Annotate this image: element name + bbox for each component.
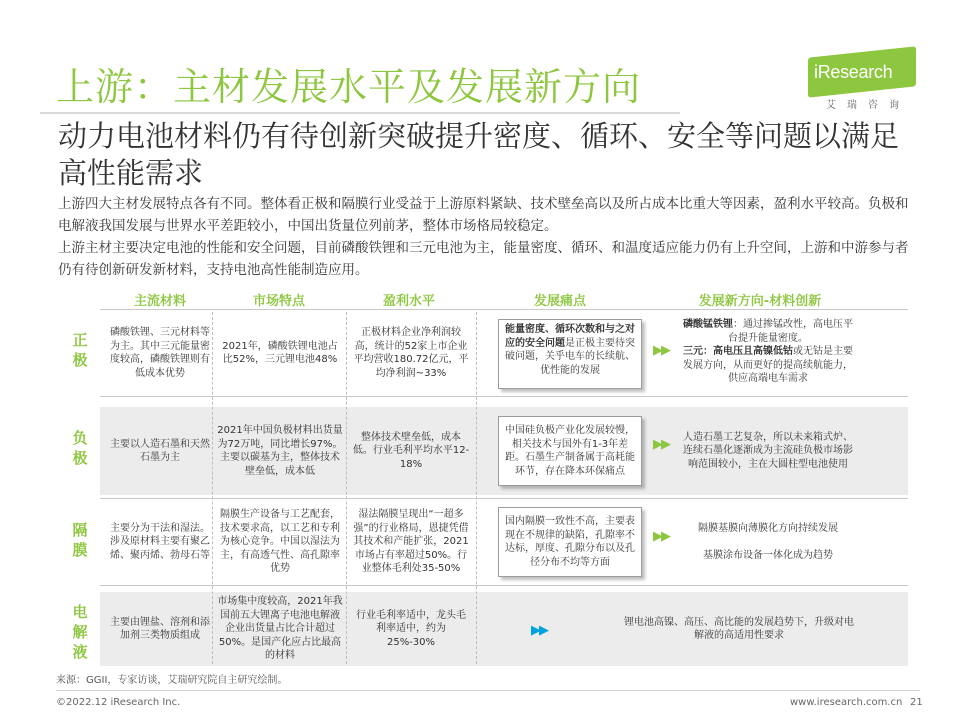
electrolyte-profit: 行业毛利率适中，龙头毛利率适中，约为25%-30%: [356, 609, 466, 648]
title-divider: [40, 112, 680, 114]
footer-copyright: ©2022.12 iResearch Inc.: [56, 697, 181, 708]
cathode-pain-text: 是正极主要待突破问题，关乎电车的长续航、优性能的发展: [505, 337, 635, 376]
page-subtitle: 动力电池材料仍有待创新突破提升密度、循环、安全等问题以满足高性能需求: [58, 119, 900, 190]
column-header-material: 主流材料: [133, 294, 186, 309]
intro-paragraph-2: 上游主材主要决定电池的性能和安全问题，目前磷酸铁锂和三元电池为主，能量密度、循环、和温度适应能力仍有上升空间，上游和中游参与者仍有待创新研发新材料，支持电池高性能制造应用。: [58, 240, 909, 278]
electrolyte-material: 主要由锂盐、溶剂和添加剂三类物质组成: [110, 616, 210, 641]
separator-direction-1: 隔膜基膜向薄膜化方向持续发展: [698, 522, 838, 534]
anode-direction: 人造石墨工艺复杂，所以未来箱式炉、连续石墨化逐渐成为主流硅负极市场影响范围较小，主在大圆柱型电池使用: [683, 431, 853, 470]
cathode-direction-2-text: 或无钴是主要发展方向，从而更好的提高续航能力，供应高端电车需求: [683, 346, 853, 384]
iresearch-logo: [808, 52, 918, 112]
cathode-market: 2021年，磷酸铁锂电池占比52%，三元锂电池48%: [222, 340, 338, 365]
row-label-anode: 负极: [72, 429, 88, 467]
anode-market: 2021年中国负极材料出货量为72万吨，同比增长97%。主要以碳基为主，整体技术壁垒低，成本低: [217, 425, 343, 477]
separator-pain-card: 国内隔膜一致性不高，主要表现在不规律的缺陷，孔隙率不达标，厚度、孔隙分布以及孔径分布不均等方面: [498, 507, 642, 577]
footer-divider: [56, 690, 920, 691]
separator-material: 主要分为干法和湿法。涉及原材料主要有聚乙烯、聚丙烯、勃母石等: [110, 522, 210, 561]
anode-pain-card: 中国硅负极产业化发展较慢，相关技术与国外有1-3年差距。石墨生产制备属于高耗能环节，存在降本环保痛点: [498, 416, 642, 486]
cathode-direction-1-text: ：通过掺锰改性，高电压平台提升能量密度。: [728, 319, 853, 344]
cathode-pain-bold: 能量密度、循环次数和与之对应的安全问题: [505, 324, 635, 349]
anode-material: 主要以人造石墨和天然石墨为主: [110, 438, 210, 463]
row-label-separator: 隔膜: [72, 521, 88, 559]
separator-profit: 湿法隔膜呈现出“一超多强”的行业格局，恩捷凭借其技术和产能扩张，2021市场占有率超过50%。行业整体毛利处35-50%: [353, 509, 469, 575]
logo-brand: iResearch: [814, 62, 893, 82]
footer-url[interactable]: www.iresearch.com.cn: [790, 697, 903, 708]
arrow-icon: ▶▶: [653, 342, 669, 358]
cathode-pain-card: [498, 319, 642, 389]
anode-profit: 整体技术壁垒低，成本低。行业毛利平均水平12-18%: [352, 431, 470, 470]
cathode-direction-1-bold: 磷酸锰铁锂: [683, 319, 733, 330]
column-divider: [346, 312, 347, 664]
separator-direction: [680, 504, 856, 580]
arrow-icon: ▶▶: [653, 528, 669, 544]
page-number: 21: [910, 697, 923, 708]
column-divider: [476, 312, 477, 664]
cathode-material: 磷酸铁锂、三元材料等为主。其中三元能量密度较高，磷酸铁锂则有低成本优势: [110, 327, 210, 379]
electrolyte-market: 市场集中度较高，2021年我国前五大锂离子电池电解液企业出货量占比合计超过50%。是国产化应占比最高的材料: [217, 596, 343, 662]
logo-chinese: 艾瑞咨询: [826, 100, 910, 111]
cathode-direction-2-bold: 三元：高电压且高镍低钴: [683, 346, 793, 357]
column-header-pain: 发展痛点: [533, 294, 586, 309]
page-title: 上游：主材发展水平及发展新方向: [56, 65, 642, 109]
arrow-icon: ▶▶: [653, 436, 669, 452]
source-note: 来源：GGII，专家访谈，艾瑞研究院自主研究绘制。: [56, 675, 288, 686]
arrow-icon: ▶▶: [531, 622, 547, 638]
column-divider: [212, 312, 213, 664]
separator-market: 隔膜生产设备与工艺配套，技术要求高，以工艺和专利为核心竞争。中国以湿法为主，有高透气性、高孔隙率优势: [220, 509, 340, 575]
intro-paragraph-1: 上游四大主材发展特点各有不同。整体看正极和隔膜行业受益于上游原料紧缺、技术壁垒高以及所占成本比重大等因素，盈利水平较高。负极和电解液我国发展与世界水平差距较小，中国出货量位列前茅，整体市场格局较稳定。: [58, 196, 909, 234]
column-header-profit: 盈利水平: [382, 294, 435, 309]
separator-direction-2: 基膜涂布设备一体化成为趋势: [703, 550, 833, 561]
column-header-market: 市场特点: [252, 294, 305, 309]
row-label-electrolyte: 电解液: [72, 603, 88, 661]
row-label-cathode: 正极: [72, 331, 88, 369]
cathode-profit: 正极材料企业净利润较高，统计的52家上市企业平均营收180.72亿元，平均净利润~33%: [353, 327, 469, 379]
column-header-direction: 发展新方向-材料创新: [698, 294, 822, 309]
cathode-direction: [680, 315, 856, 391]
electrolyte-direction: 锂电池高镍、高压、高比能的发展趋势下，升级对电解液的高适用性要求: [624, 616, 854, 641]
